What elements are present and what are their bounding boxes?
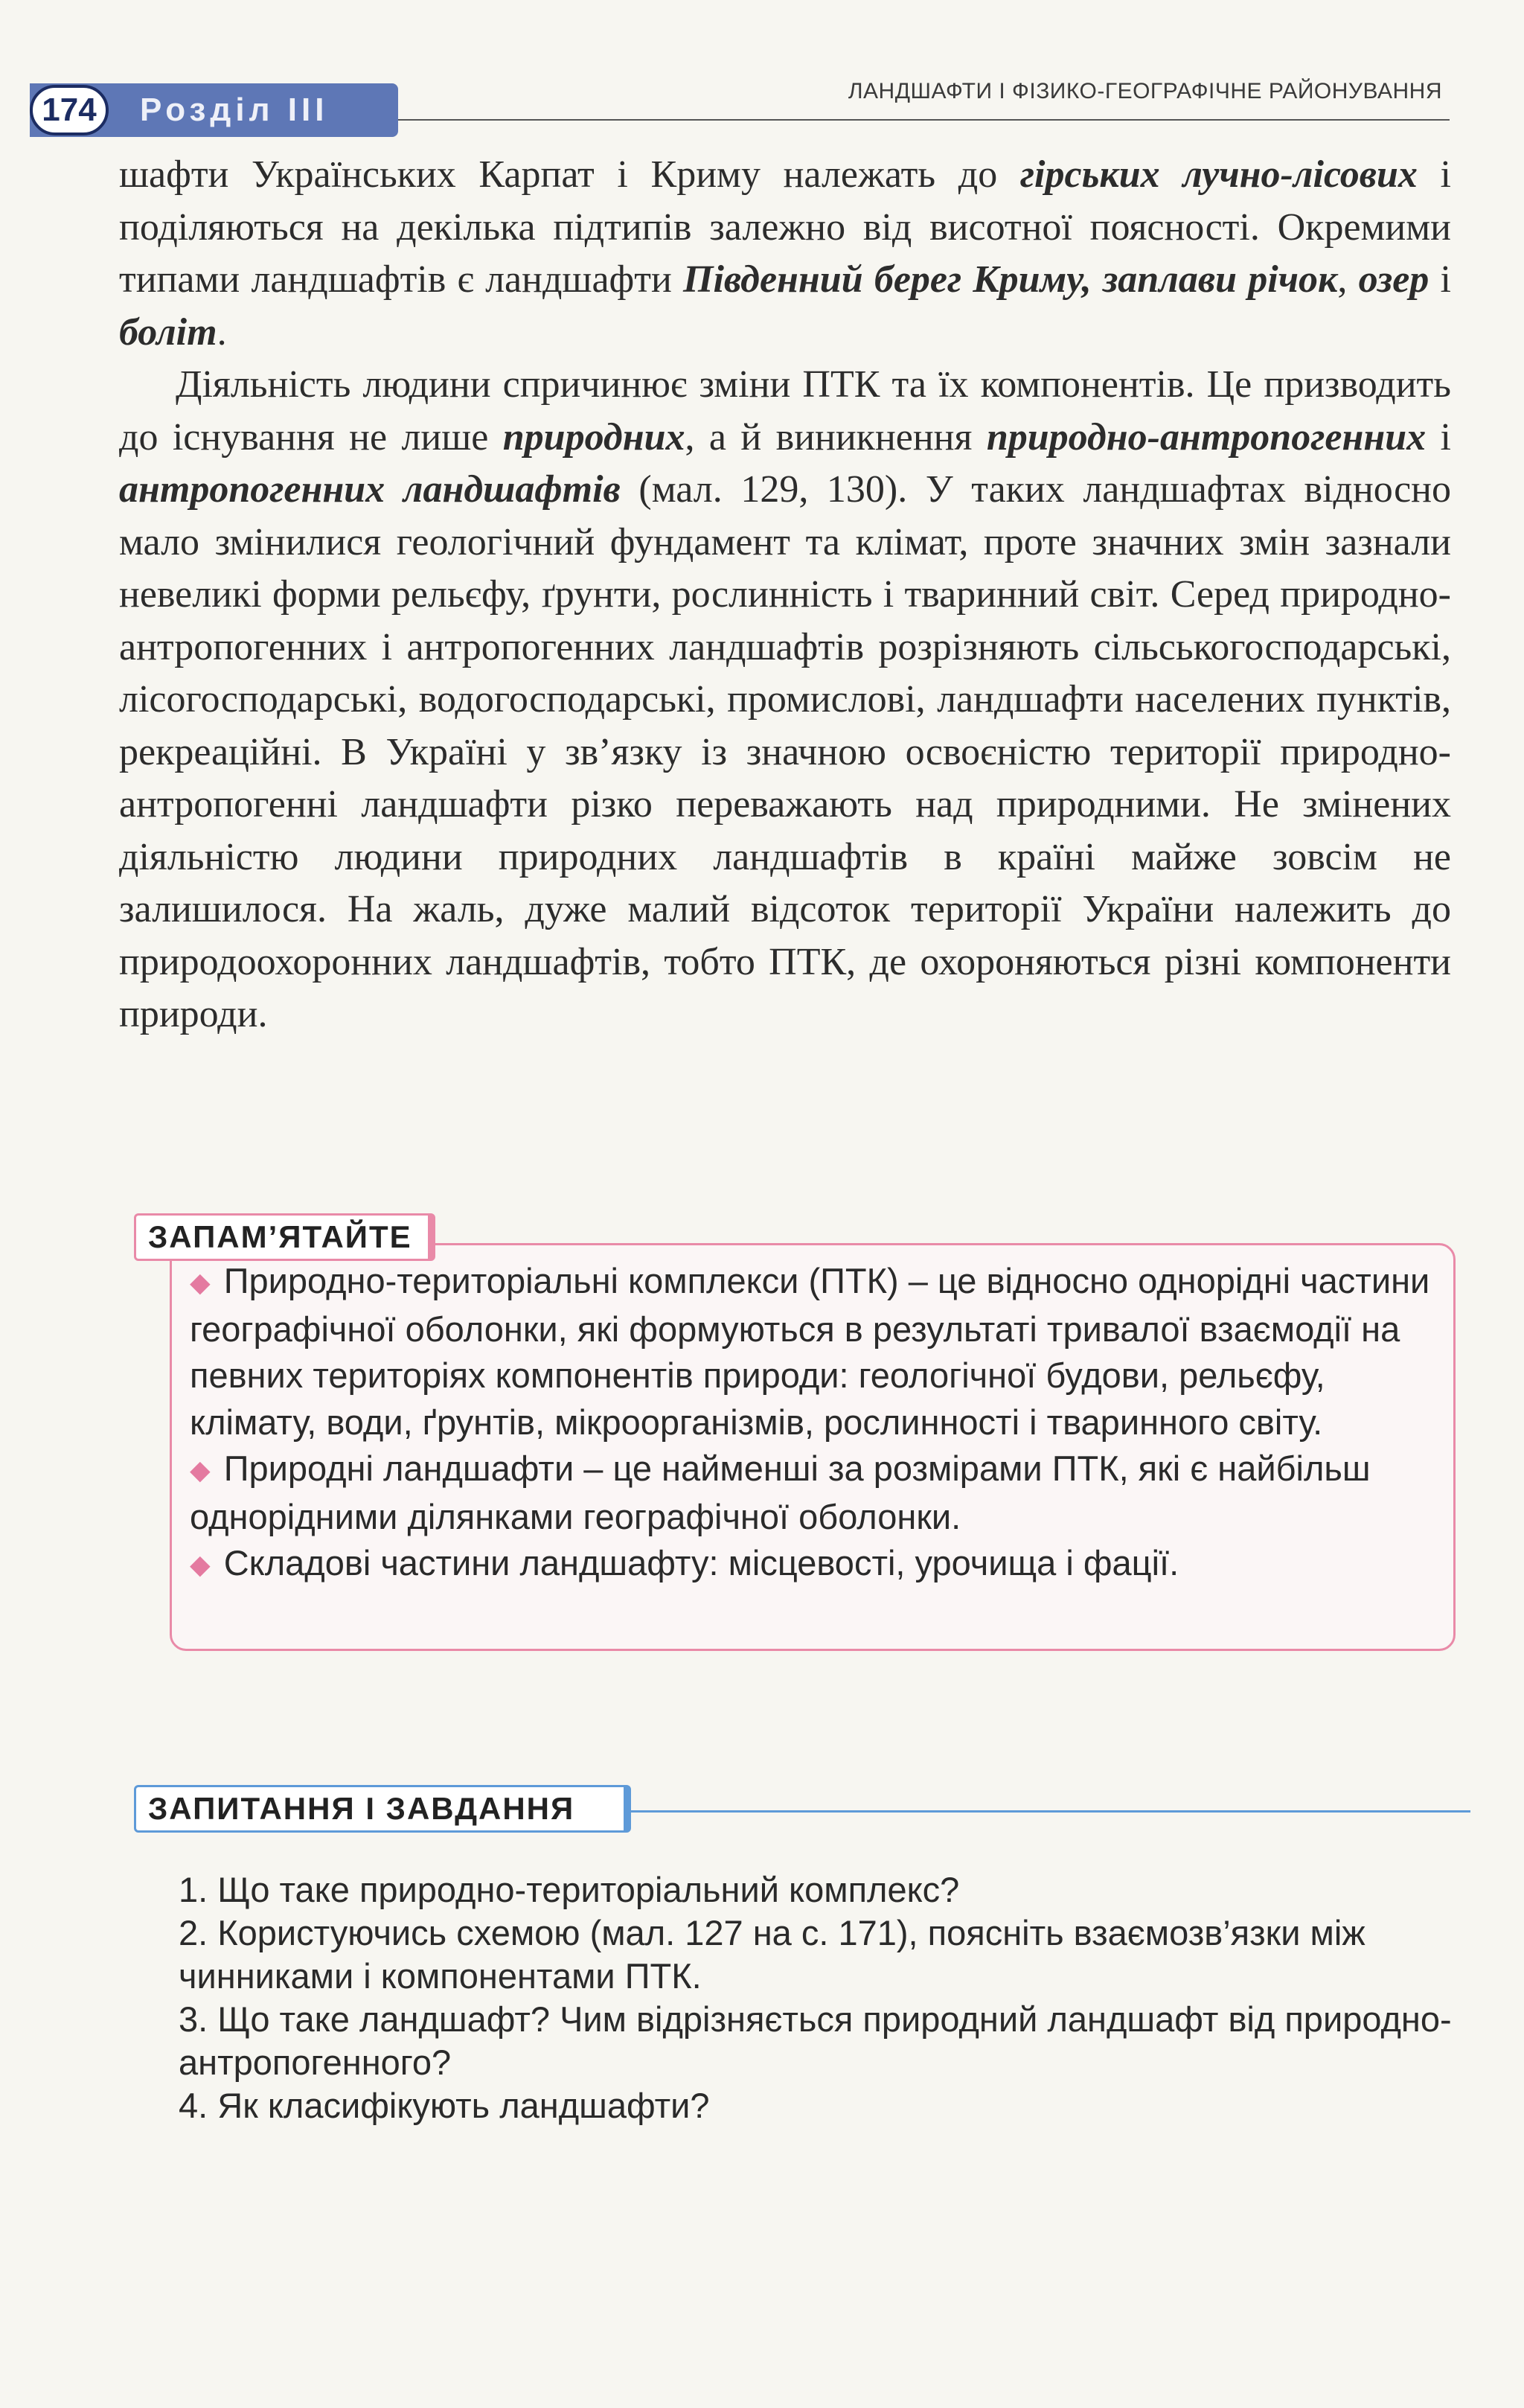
question-item: 1. Що таке природно-територіальний комплекс? [179, 1870, 960, 1909]
emphasis-term: гірських лучно-лісових [1019, 153, 1418, 196]
text-run: . [217, 310, 227, 354]
emphasis-term: антропогенних ландшафтів [119, 468, 621, 511]
diamond-bullet-icon: ◆ [190, 1267, 211, 1297]
section-label: Розділ III [140, 92, 329, 128]
remember-item [190, 1258, 1440, 1446]
remember-item [190, 1446, 1440, 1540]
emphasis-term: озер [1358, 258, 1429, 301]
questions-heading: ЗАПИТАННЯ І ЗАВДАННЯ [134, 1785, 631, 1833]
questions-divider [631, 1810, 1470, 1813]
emphasis-term: природних [502, 415, 685, 459]
emphasis-term: природно-антропогенних [986, 415, 1427, 459]
running-head: ЛАНДШАФТИ І ФІЗИКО-ГЕОГРАФІЧНЕ РАЙОНУВАННЯ [848, 79, 1442, 103]
diamond-bullet-icon: ◆ [190, 1454, 211, 1485]
text-run: і [1429, 258, 1451, 301]
page-number: 174 [30, 85, 109, 135]
question-item: 2. Користуючись схемою (мал. 127 на с. 171), поясніть взаємозв’язки між чинниками і компонентами ПТК. [179, 1913, 1365, 1996]
text-run: і [1426, 415, 1451, 459]
questions-list [179, 1868, 1473, 2127]
question-item: 3. Що таке ландшафт? Чим відрізняється природний ландшафт від природно-антропогенного? [179, 1999, 1452, 2082]
text-run: , [1337, 258, 1359, 301]
remember-item-text: Природні ландшафти – це найменші за розмірами ПТК, які є найбільш однорідними ділянками географічної оболонки. [190, 1449, 1371, 1536]
main-text [119, 149, 1451, 1041]
emphasis-term: боліт [119, 310, 217, 354]
paragraph-1 [119, 149, 1451, 359]
diamond-bullet-icon: ◆ [190, 1549, 211, 1580]
question-item: 4. Як класифікують ландшафти? [179, 2086, 710, 2125]
text-run: Діяльність людини спричинює зміни ПТК та їх компонентів. Це призводить до існування не лише [119, 363, 1451, 459]
remember-item [190, 1540, 1440, 1588]
text-run: , а й виникнення [685, 415, 987, 459]
text-run: і поділяються на декілька підтипів залежно від висотної поясності. Окремими типами ландшафтів є ландшафти [119, 153, 1451, 301]
remember-heading: ЗАПАМ’ЯТАЙТЕ [134, 1213, 435, 1261]
remember-item-text: Складові частини ландшафту: місцевості, урочища і фації. [223, 1543, 1179, 1583]
text-run: (мал. 129, 130). У таких ландшафтах відносно мало змінилися геологічний фундамент та клімат, проте значних змін зазнали невеликі форми рельєфу, ґрунти, рослинність і тваринний світ. Серед природно-антропогенних і антропогенних ландшафтів розрізняють сільськогосподарські, лісогосподарські, водогосподарські, промислові, ландшафти населених пунктів, рекреаційні. В Україні у зв’язку із значною освоєністю території природно-антропогенні ландшафти різко переважають над природними. Не змінених діяльністю людини природних ландшафтів в країні майже зовсім не залишилося. На жаль, дуже малий відсоток території України належить до природоохоронних ландшафтів, тобто ПТК, де охороняються різні компоненти природи. [119, 468, 1451, 1035]
emphasis-term: Південний берег Криму, заплави річок [683, 258, 1338, 301]
paragraph-2 [119, 359, 1451, 1041]
remember-list [190, 1258, 1440, 1588]
header-divider [398, 119, 1450, 121]
remember-item-text: Природно-територіальні комплекси (ПТК) – це відносно однорідні частини географічної оболонки, які формуються в результаті тривалої взаємодії на певних територіях компонентів природи: геологічної будови, рельєфу, клімату, води, ґрунтів, мікроорганізмів, рослинності і тваринного світу. [190, 1261, 1430, 1442]
text-run: шафти Українських Карпат і Криму належать до [119, 153, 1020, 196]
